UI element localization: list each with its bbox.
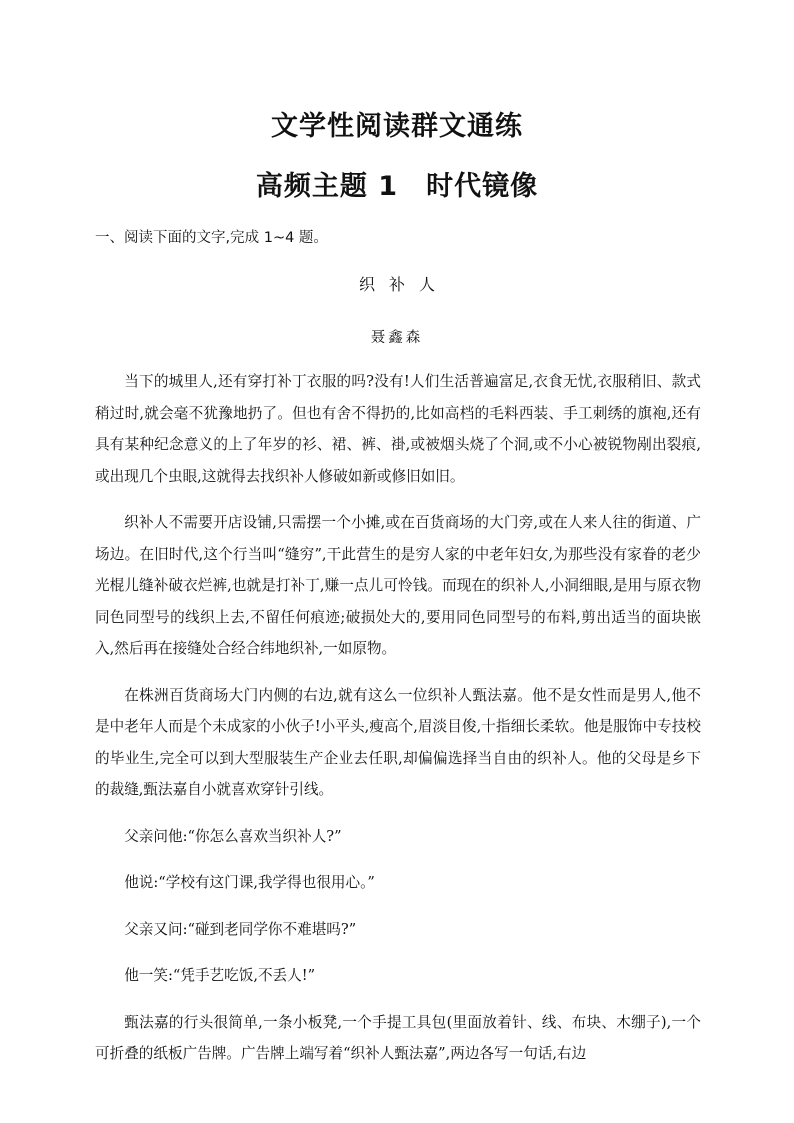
paragraph: 他说:“学校有这门课,我学得也很用心。” [124, 874, 375, 891]
article-title: 织补人 [358, 275, 449, 294]
paragraph: 在株洲百货商场大门内侧的右边,就有这么一位织补人甄法嘉。他不是女性而是男人,他不是中老年人而是个未成家的小伙子!小平头,瘦高个,眉淡目俊,十指细长柔软。他是服饰中专技校的毕业生,完全可以到大型服装生产企业去任职,却偏偏选择当自由的织补人。他的父母是乡下的裁缝,甄法嘉自小就喜欢穿针引线。 [95, 686, 701, 798]
paragraph: 他一笑:“凭手艺吃饭,不丢人!” [124, 967, 316, 984]
document-title: 文学性阅读群文通练 [271, 111, 523, 142]
document-subtitle: 高频主题 1 时代镜像 [255, 171, 539, 202]
section-heading: 一、阅读下面的文字,完成 1~4 题。 [95, 230, 328, 246]
paragraph: 父亲问他:“你怎么喜欢当织补人?” [124, 827, 342, 845]
paragraph: 父亲又问:“碰到老同学你不难堪吗?” [124, 920, 357, 938]
paragraph: 甄法嘉的行头很简单,一条小板凳,一个手提工具包(里面放着针、线、布块、木绷子),一个可折叠的纸板广告牌。广告牌上端写着“织补人甄法嘉”,两边各写一句话,右边 [95, 1013, 701, 1062]
article-body [95, 366, 701, 1085]
article-author: 聂鑫森 [370, 330, 424, 346]
paragraph: 当下的城里人,还有穿打补丁衣服的吗?没有!人们生活普遍富足,衣食无忧,衣服稍旧、款式稍过时,就会毫不犹豫地扔了。但也有舍不得扔的,比如高档的毛料西装、手工刺绣的旗袍,还有具有某种纪念意义的上了年岁的衫、裙、裤、褂,或被烟头烧了个洞,或不小心被锐物剐出裂痕,或出现几个虫眼,这就得去找织补人修破如新或修旧如旧。 [95, 373, 701, 485]
paragraph: 织补人不需要开店设铺,只需摆一个小摊,或在百货商场的大门旁,或在人来人往的街道、广场边。在旧时代,这个行当叫“缝穷”,干此营生的是穷人家的中老年妇女,为那些没有家眷的老少光棍儿缝补破衣烂裤,也就是打补丁,赚一点儿可怜钱。而现在的织补人,小洞细眼,是用与原衣物同色同型号的线织上去,不留任何痕迹;破损处大的,要用同色同型号的布料,剪出适当的面块嵌入,然后再在接缝处合经合纬地织补,一如原物。 [95, 514, 701, 657]
